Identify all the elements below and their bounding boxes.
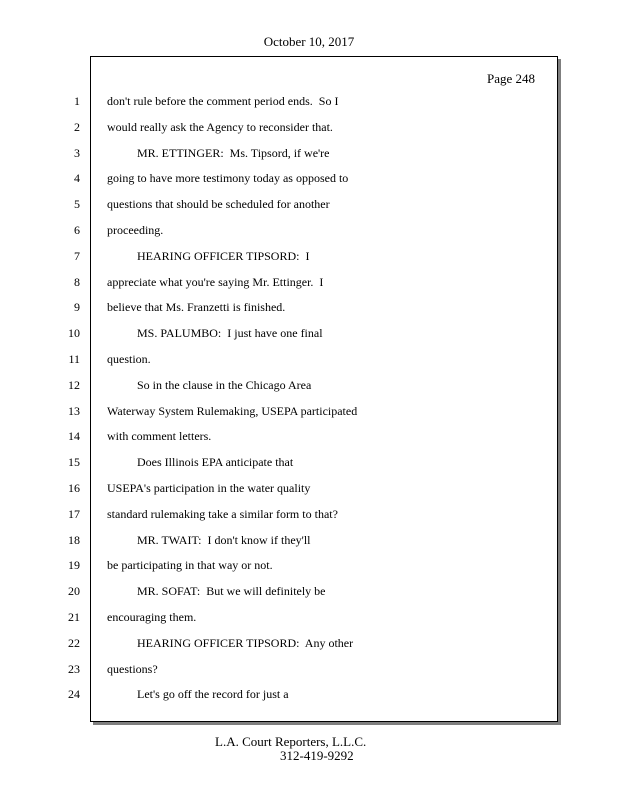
line-text: standard rulemaking take a similar form to that? [107,507,338,521]
line-number: 24 [68,687,80,701]
line-text: So in the clause in the Chicago Area [107,378,312,392]
line-number: 5 [74,197,80,211]
page-number: Page 248 [486,71,535,86]
line-text: Waterway System Rulemaking, USEPA participated [107,404,358,418]
line-number: 22 [68,636,80,650]
line-text: believe that Ms. Franzetti is finished. [107,300,286,314]
line-number: 23 [68,662,80,676]
line-number: 3 [74,146,80,160]
line-number: 20 [68,584,80,598]
line-number: 19 [68,558,80,572]
line-text: with comment letters. [107,429,212,443]
line-text: Let's go off the record for just a [107,687,289,701]
line-text: MR. ETTINGER: Ms. Tipsord, if we're [107,146,330,160]
line-number: 2 [74,120,80,134]
line-number: 12 [68,378,80,392]
line-number: 7 [74,249,80,263]
line-number: 8 [74,275,80,289]
line-text: appreciate what you're saying Mr. Ettinger. I [107,275,324,289]
line-number: 21 [68,610,80,624]
line-text: encouraging them. [107,610,197,624]
line-number: 6 [74,223,80,237]
line-number: 18 [68,533,80,547]
line-number: 13 [68,404,80,418]
line-text: don't rule before the comment period ends. So I [107,94,339,108]
line-text: be participating in that way or not. [107,558,273,572]
footer-company: L.A. Court Reporters, L.L.C. [215,734,367,749]
footer-phone: 312-419-9292 [280,748,354,763]
line-text: HEARING OFFICER TIPSORD: Any other [107,636,354,650]
line-text: would really ask the Agency to reconsider that. [107,120,333,134]
line-text: MS. PALUMBO: I just have one final [107,326,323,340]
line-text: going to have more testimony today as opposed to [107,171,349,185]
line-number: 14 [68,429,80,443]
line-number: 4 [74,171,80,185]
line-text: proceeding. [107,223,164,237]
line-text: USEPA's participation in the water quality [107,481,311,495]
line-number: 1 [74,94,80,108]
line-number: 16 [68,481,80,495]
line-text: questions that should be scheduled for another [107,197,330,211]
line-text: Does Illinois EPA anticipate that [107,455,294,469]
line-text: MR. TWAIT: I don't know if they'll [107,533,311,547]
line-text: question. [107,352,151,366]
header-date: October 10, 2017 [263,34,355,49]
line-text: MR. SOFAT: But we will definitely be [107,584,326,598]
line-text: questions? [107,662,158,676]
line-text: HEARING OFFICER TIPSORD: I [107,249,310,263]
line-number: 11 [68,352,80,366]
line-number: 9 [74,300,80,314]
line-number: 17 [68,507,80,521]
line-number: 15 [68,455,80,469]
line-number: 10 [68,326,80,340]
